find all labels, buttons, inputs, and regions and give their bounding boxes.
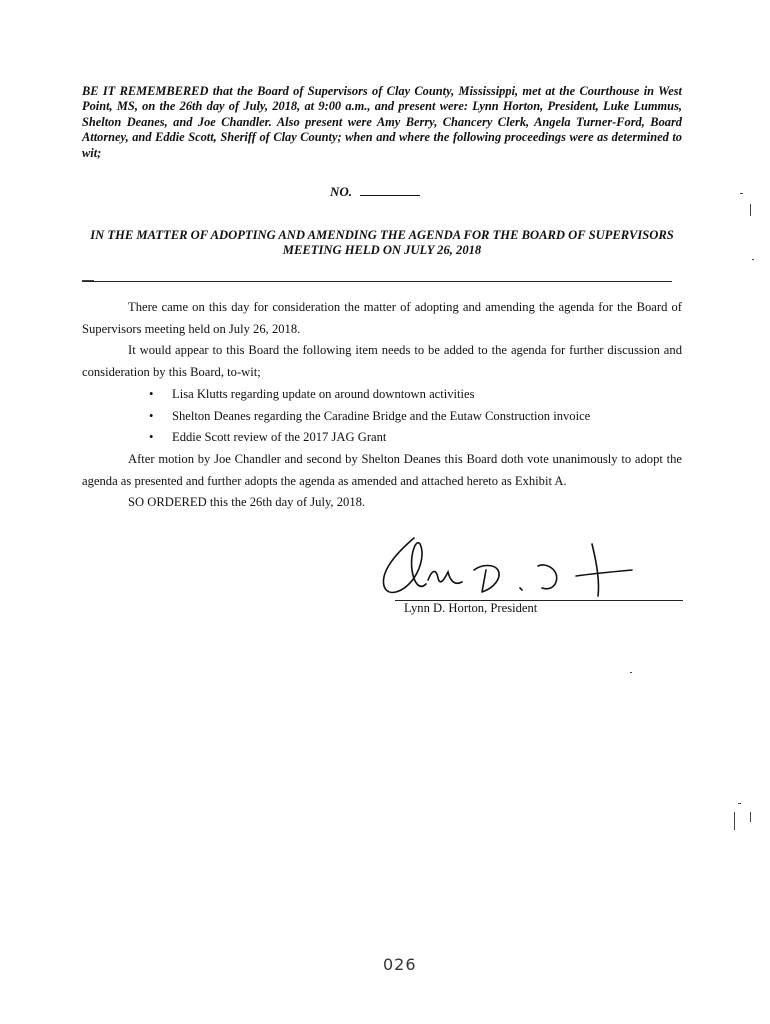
- agenda-items-list: [82, 384, 682, 449]
- divider-rule: [82, 281, 672, 282]
- scan-mark: [734, 812, 735, 830]
- resolution-number: [330, 184, 420, 200]
- body-paragraph-2: It would appear to this Board the following item needs to be added to the agenda for further discussion and consideration by this Board, to-wit;: [82, 343, 682, 380]
- resolution-body: [82, 297, 682, 514]
- scan-mark: [738, 803, 741, 804]
- bullet-icon: •: [149, 430, 154, 445]
- scan-mark: [750, 812, 751, 822]
- scan-mark: [630, 672, 632, 673]
- number-label: NO.: [330, 184, 353, 199]
- scan-mark: [752, 259, 754, 260]
- list-item: • Shelton Deanes regarding the Caradine Bridge and the Eutaw Construction invoice: [82, 406, 682, 428]
- number-blank: [360, 184, 420, 196]
- meeting-preamble: BE IT REMEMBERED that the Board of Supervisors of Clay County, Mississippi, met at the Courthouse in West Point, MS, on the 26th day of July, 2018, at 9:00 a.m., and present were: Lynn Horton, President, Luke Lummus, Shelton Deanes, and Joe Chandler. Also present were Amy Berry, Chancery Clerk, Angela Turner-Ford, Board Attorney, and Eddie Scott, Sheriff of Clay County; when and where the following proceedings were as determined to wit;: [82, 84, 682, 160]
- body-paragraph-3: After motion by Joe Chandler and second by Shelton Deanes this Board doth vote unanimously to adopt the agenda as presented and further adopts the agenda as amended and attached hereto as Exhibit A.: [82, 451, 682, 488]
- signatory-name: Lynn D. Horton, President: [404, 601, 538, 615]
- bullet-icon: •: [149, 408, 154, 423]
- scan-mark: [82, 280, 94, 281]
- page-number: 026: [383, 955, 417, 974]
- matter-heading: IN THE MATTER OF ADOPTING AND AMENDING THE AGENDA FOR THE BOARD OF SUPERVISORS MEETING HELD ON JULY 26, 2018: [90, 228, 674, 257]
- scan-mark: [750, 204, 751, 216]
- list-item: • Lisa Klutts regarding update on around downtown activities: [82, 384, 682, 406]
- so-ordered-line: SO ORDERED this the 26th day of July, 2018.: [128, 495, 366, 510]
- bullet-icon: •: [149, 386, 154, 401]
- scan-mark: [740, 193, 743, 194]
- body-paragraph-1: There came on this day for consideration the matter of adopting and amending the agenda for the Board of Supervisors meeting held on July 26, 2018.: [82, 300, 682, 336]
- list-item: • Eddie Scott review of the 2017 JAG Grant: [82, 427, 682, 449]
